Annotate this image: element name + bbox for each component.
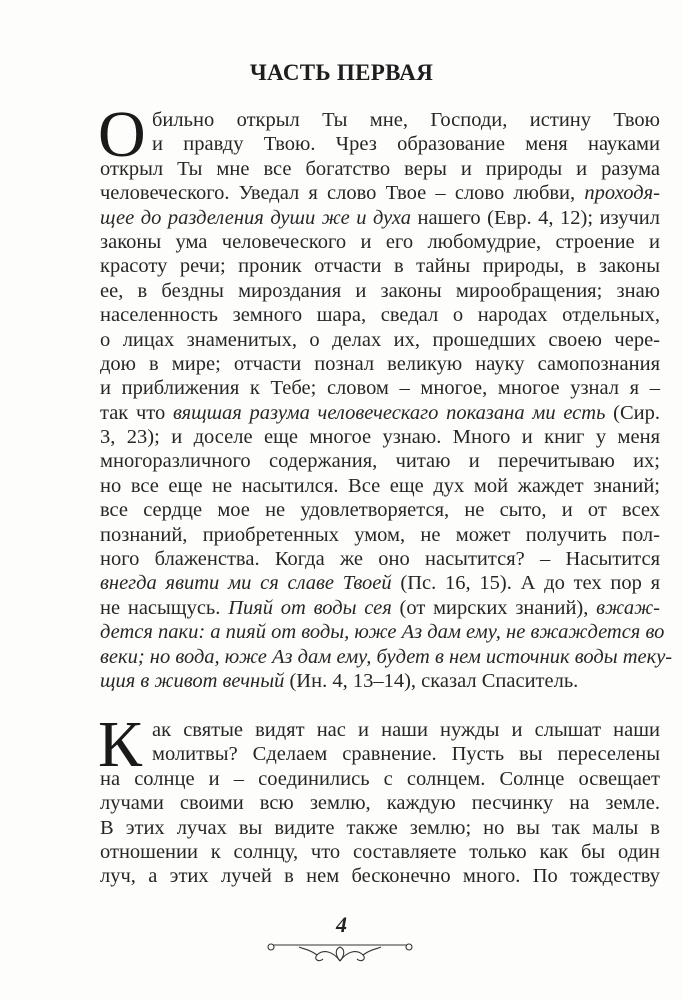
text-segment: 3, 23); и доселе еще многое узнаю. Много и книг у меня <box>100 426 660 449</box>
text-segment: (от мирских знаний), <box>391 596 597 619</box>
italic-quote: внегда явити ми ся славе Твоей <box>100 572 392 595</box>
italic-quote: вящшая разума человеческаго показана ми есть <box>172 401 606 424</box>
text-line <box>100 669 660 693</box>
text-segment: лучами своими всю землю, каждую песчинку на земле. <box>100 792 660 815</box>
text-segment: и приближения к Тебе; словом – многое, многое узнал я – <box>100 377 660 400</box>
text-line <box>100 645 673 669</box>
chapter-title: ЧАСТЬ ПЕРВАЯ <box>249 60 434 85</box>
text-line <box>100 401 660 425</box>
text-line <box>100 620 665 644</box>
text-line <box>100 547 660 571</box>
italic-quote: вжаж- <box>596 596 660 619</box>
text-segment: человеческого. Уведал я слово Твое – слово любви, <box>100 182 585 205</box>
text-segment: бильно открыл Ты мне, Господи, истину Твою <box>152 109 660 131</box>
text-segment: населенность земного шара, сведал о народах отдельных, <box>100 304 660 327</box>
text-segment: но все еще не насытился. Все еще дух мой жаждет знаний; <box>100 474 660 497</box>
italic-quote: щее до разделения души же и духа <box>100 206 412 229</box>
text-line <box>152 718 660 742</box>
text-line <box>100 596 660 620</box>
text-line <box>100 230 660 254</box>
text-segment: красоту речи; проник отчасти в тайны природы, в законы <box>100 255 660 278</box>
text-segment: и правду Твою. Чрез образование меня науками <box>152 133 660 156</box>
paragraph-1 <box>98 98 673 693</box>
text-segment: так что <box>100 401 173 424</box>
text-segment: все сердце мое не удовлетворяется, не сыто, и от всех <box>100 499 660 522</box>
text-segment: ак святые видят нас и наши нужды и слышат наши <box>152 719 660 741</box>
text-line <box>100 474 660 498</box>
italic-quote: веки; но вода, юже Аз дам ему, будет в нем источник воды теку- <box>100 645 673 668</box>
text-line <box>100 767 660 791</box>
text-segment: ного блаженства. Когда же оно насытится? – Насытится <box>100 548 660 571</box>
text-line <box>100 864 660 888</box>
text-segment: дою в мире; отчасти познал великую науку самопознания <box>100 352 660 375</box>
italic-quote: Пияй от воды сея <box>228 596 392 619</box>
text-segment: многоразличного содержания, читаю и перечитываю их; <box>100 450 660 473</box>
text-line <box>100 254 660 278</box>
italic-quote: проходя- <box>584 182 660 205</box>
text-line <box>100 181 660 205</box>
text-segment: законы ума человеческого и его любомудрие, строение и <box>100 230 660 253</box>
text-line <box>100 157 660 181</box>
text-segment: на солнце и – соединились с солнцем. Солнце освещает <box>100 767 660 790</box>
text-line <box>100 303 660 327</box>
text-segment: не насыщусь. <box>100 596 229 619</box>
text-line <box>152 742 660 766</box>
text-line <box>100 816 660 840</box>
italic-quote: дется паки: а пияй от воды, юже Аз дам ему, не вжаждется во <box>100 621 665 644</box>
text-line <box>100 352 660 376</box>
text-line <box>100 279 660 303</box>
text-segment: отношении к солнцу, что составляете только как бы один <box>100 840 660 863</box>
text-line <box>100 206 660 230</box>
text-segment: ее, в бездны мироздания и законы мирообращения; знаю <box>100 279 660 302</box>
text-line <box>100 571 660 595</box>
text-line <box>100 328 660 352</box>
text-segment: нашего (Евр. 4, 12); изучил <box>411 206 660 229</box>
text-segment: (Ин. 4, 13–14), сказал Спаситель. <box>284 669 579 692</box>
paragraph-2 <box>98 708 660 889</box>
text-line <box>152 132 660 156</box>
text-line <box>100 498 660 522</box>
drop-cap: О <box>98 98 146 171</box>
ornament-divider <box>265 937 415 967</box>
text-line <box>100 791 660 815</box>
text-line <box>100 425 660 449</box>
page-number: 4 <box>336 912 347 937</box>
text-line <box>152 108 660 132</box>
text-segment: молитвы? Сделаем сравнение. Пусть вы переселены <box>152 743 660 766</box>
text-segment: луч, а этих лучей в нем бесконечно много. По тождеству <box>100 865 660 888</box>
text-line <box>100 523 660 547</box>
text-segment: (Пс. 16, 15). А до тех пор я <box>391 572 661 595</box>
text-line <box>100 840 660 864</box>
text-segment: открыл Ты мне все богатство веры и природы и разума <box>100 157 660 180</box>
drop-cap: К <box>98 708 143 781</box>
text-line <box>100 376 660 400</box>
text-segment: В этих лучах вы видите также землю; но вы так малы в <box>100 816 660 839</box>
italic-quote: щия в живот вечный <box>100 669 285 692</box>
text-segment: познаний, приобретенных умом, не может получить пол- <box>100 523 660 546</box>
text-segment: (Сир. <box>605 401 660 424</box>
text-line <box>100 449 660 473</box>
text-segment: о лицах знаменитых, о делах их, прошедших своею чере- <box>100 328 660 351</box>
